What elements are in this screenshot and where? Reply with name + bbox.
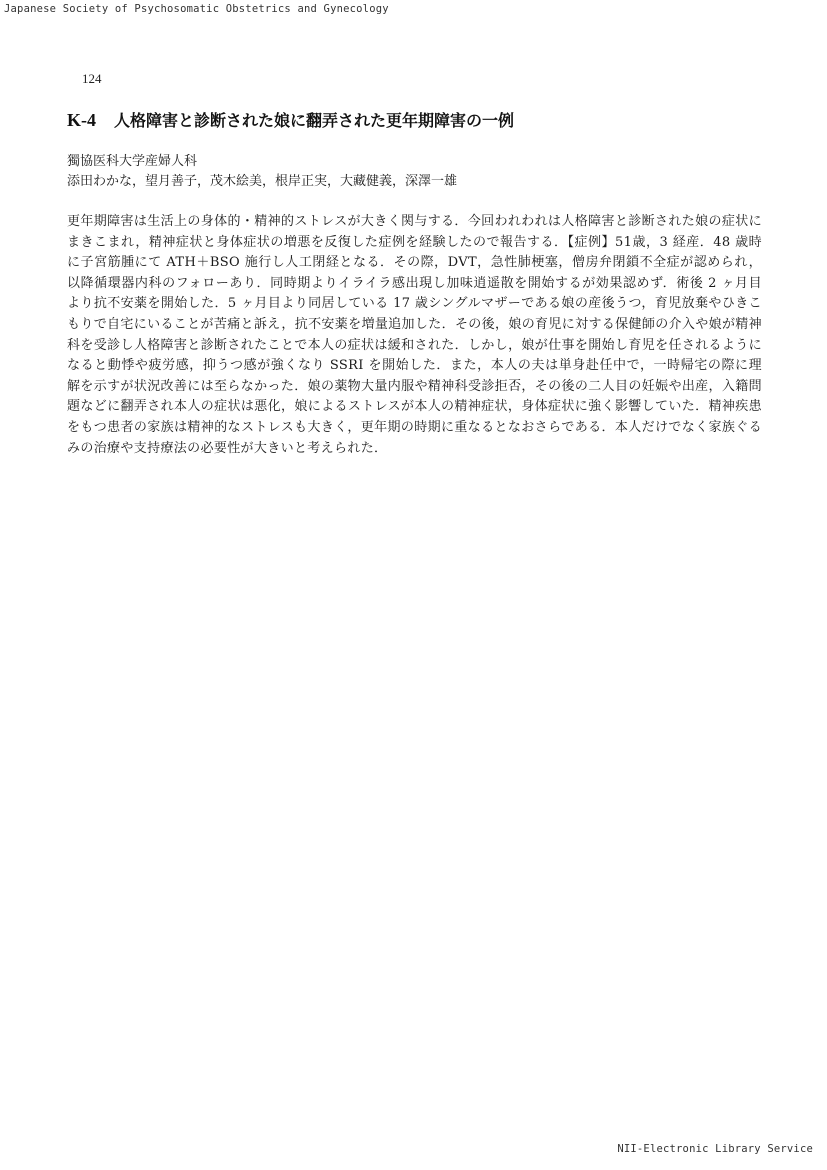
abstract-body: 更年期障害は生活上の身体的・精神的ストレスが大きく関与する．今回われわれは人格障害と診断された娘の症状にまきこまれ，精神症状と身体症状の増悪を反復した症例を経験したので報告する．【症例】51歳，3 経産．48 歳時に子宮筋腫にて ATH＋BSO 施行し人工閉経となる．その際，DVT，急性肺梗塞，僧房弁閉鎖不全症が認められ，以降循環器内科のフォローあり．同時期よりイライラ感出現し加味逍遥散を開始するが効果認めず．術後 2 ヶ月目より抗不安薬を開始した．5 ヶ月目より同居している 17 歳シングルマザーである娘の産後うつ，育児放棄やひきこもりで自宅にいることが苦痛と訴え，抗不安薬を増量追加した．その後，娘の育児に対する保健師の介入や娘が精神科を受診し人格障害と診断されたことで本人の症状は緩和された．しかし，娘が仕事を開始し育児を任されるようになると動悸や疲労感，抑うつ感が強くなり SSRI を開始した．また，本人の夫は単身赴任中で，一時帰宅の際に理解を示すが状況改善には至らなかった．娘の薬物大量内服や精神科受診拒否，その後の二人目の妊娠や出産，入籍問題などに翻弄され本人の症状は悪化，娘によるストレスが本人の精神症状，身体症状に強く影響していた．精神疾患をもつ患者の家族は精神的なストレスも大きく，更年期の時期に重なるとなおさらである．本人だけでなく家族ぐるみの治療や支持療法の必要性が大きいと考えられた． (67, 214, 762, 456)
journal-header: Japanese Society of Psychosomatic Obstetrics and Gynecology (4, 3, 389, 15)
author-list: 添田わかな，望月善子，茂木絵美，根岸正実，大藏健義，深澤一雄 (67, 174, 458, 189)
article-title: 人格障害と診断された娘に翻弄された更年期障害の一例 (114, 111, 515, 130)
library-footer: NII-Electronic Library Service (617, 1143, 813, 1155)
article-title-line (67, 108, 514, 131)
affiliation: 獨協医科大学産婦人科 (67, 154, 198, 169)
abstract-code: K-4 (67, 110, 96, 130)
page-number: 124 (82, 71, 102, 86)
